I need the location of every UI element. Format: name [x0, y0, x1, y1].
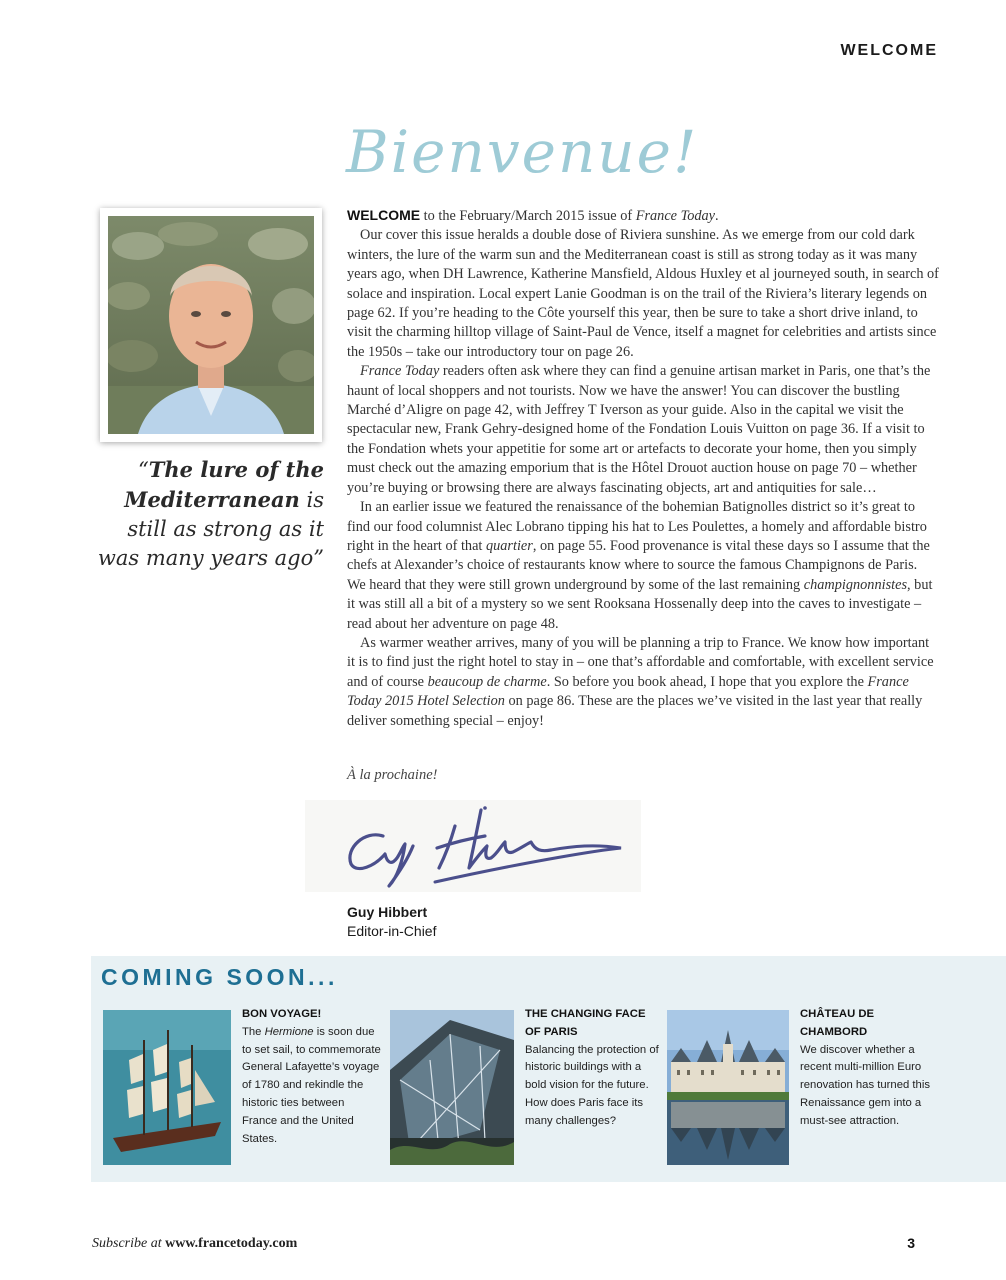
- text-run: beaucoup de charme: [427, 673, 547, 690]
- footer-subscribe-prefix: Subscribe at: [92, 1236, 166, 1251]
- text-run: France Today: [360, 363, 440, 380]
- letter-paragraph-1: [347, 206, 939, 226]
- coming-item-1-body: [242, 1024, 382, 1149]
- letter-lead-word: WELCOME: [347, 207, 421, 223]
- coming-soon-title: COMING SOON...: [101, 964, 338, 990]
- coming-soon-panel: [91, 956, 1006, 1182]
- pull-quote-emphasis: The lure of the Mediterranean: [124, 457, 324, 512]
- text-run: Balancing the protection of historic buildings with a bold vision for the future. How does Paris face its many challenges?: [525, 1043, 659, 1127]
- text-run: to the February/March 2015 issue of: [420, 208, 636, 224]
- pull-quote-rest: is still as strong as it was many years ago”: [97, 488, 324, 570]
- letter-runs: [420, 208, 718, 224]
- text-run: on page 86. These are the places we’ve visited in the last year that really deliver something special – enjoy!: [347, 693, 923, 729]
- text-run: We discover whether a recent multi-million Euro renovation has turned this Renaissance gem into a must-see attraction.: [800, 1043, 930, 1127]
- footer-url-link[interactable]: www.francetoday.com: [165, 1236, 298, 1251]
- text-run: France Today 2015 Hotel Selection: [347, 673, 909, 710]
- text-run: champignonnistes: [803, 576, 908, 593]
- text-run: is soon due to set sail, to commemorate General Lafayette’s voyage of 1780 and rekindle the historic ties between France and the United States.: [242, 1025, 381, 1145]
- chateau-photo: [667, 1010, 789, 1165]
- coming-item-3-title: CHÂTEAU DE CHAMBORD: [800, 1008, 875, 1038]
- coming-item-2: [525, 1006, 660, 1131]
- coming-item-2-title: THE CHANGING FACE OF PARIS: [525, 1008, 646, 1038]
- text-run: . So before you book ahead, I hope that you explore the: [546, 673, 868, 690]
- text-run: The: [242, 1025, 265, 1038]
- text-run: , on page 55. Food provenance is vital these days so I assume that the chefs at Alexander’s choice of restaurants know where to source the famous Champignons de Paris. We heard that they were still grown underground by some of the last remaining: [347, 537, 930, 593]
- letter-paragraph-5: [347, 634, 939, 731]
- text-run: .: [715, 208, 719, 224]
- pull-quote: [92, 455, 324, 573]
- text-run: readers often ask where they can find a genuine artisan market in Paris, one that’s the haunt of local shoppers and not tourists. Now we have the answer! You can discover the bustling Marché d’Aligre on page 42, with Jeffrey T Iverson as your guide. Also in the capital we visit the spectacular new, Frank Gehry-designed home of the Fondation Louis Vuitton on page 36. If a visit to the Fondation whets your appetitie for some art or artefacts to decorate your home, then you simply must check out the amazing emporium that is the Hôtel Drouot auction house on page 70 – whether you’re buying or browsing there are always fascinating objects, art and antiquities for sale…: [347, 363, 931, 496]
- footer-subscribe: [92, 1236, 297, 1252]
- ship-photo: [103, 1010, 231, 1165]
- text-run: Hermione: [264, 1025, 314, 1038]
- pull-quote-open: “: [138, 458, 149, 482]
- text-run: In an earlier issue we featured the renaissance of the bohemian Batignolles district so it’s great to find our food columnist Alec Lobrano tipping his hat to Les Poulettes, a homely and affordable bistro right in the heart of that: [347, 499, 927, 554]
- editor-portrait-photo: [100, 208, 322, 442]
- signoff: À la prochaine!: [347, 767, 438, 783]
- coming-item-2-body: [525, 1042, 660, 1131]
- headline: Bienvenue!: [346, 118, 699, 186]
- letter-paragraph-3: [347, 362, 939, 498]
- text-run: quartier: [485, 537, 533, 554]
- author-role: Editor-in-Chief: [347, 923, 437, 939]
- text-run: Our cover this issue heralds a double dose of Riviera sunshine. As we emerge from our cold dark winters, the lure of the warm sun and the Mediterranean coast is still as strong today as it was many years ago, when DH Lawrence, Katherine Mansfield, Aldous Huxley et al journeyed south, in search of solace and inspiration. Local expert Lanie Goodman is on the trail of the Riviera’s literary legends on page 62. If you’re heading to the Côte yourself this year, then be sure to take a short drive inland, to visit the charming hilltop village of Saint-Paul de Vence, itself a magnet for celebrities and artists since the 1950s – take our introductory tour on page 26.: [347, 227, 939, 360]
- text-run: , but it was still all a bit of a mystery so we sent Rooksana Hossenally deep into the caves to investigate – read about her adventure on page 48.: [347, 576, 933, 632]
- letter-paragraph-2: [347, 226, 939, 362]
- letter-paragraph-4: [347, 498, 939, 634]
- text-run: As warmer weather arrives, many of you will be planning a trip to France. We know how important it is to find just the right hotel to stay in – one that’s affordable and comfortable, with excellent service and of course: [347, 634, 934, 690]
- section-label: WELCOME: [840, 42, 938, 59]
- coming-item-3-body: [800, 1042, 940, 1131]
- signature-graphic: [305, 800, 641, 892]
- glass-building-photo: [390, 1010, 514, 1165]
- author-name: Guy Hibbert: [347, 904, 428, 920]
- page-number: 3: [907, 1235, 915, 1251]
- coming-item-1: [242, 1006, 382, 1148]
- coming-item-1-title: BON VOYAGE!: [242, 1008, 322, 1020]
- editor-letter: [347, 206, 939, 731]
- coming-item-3: [800, 1006, 940, 1131]
- text-run: France Today: [635, 208, 716, 224]
